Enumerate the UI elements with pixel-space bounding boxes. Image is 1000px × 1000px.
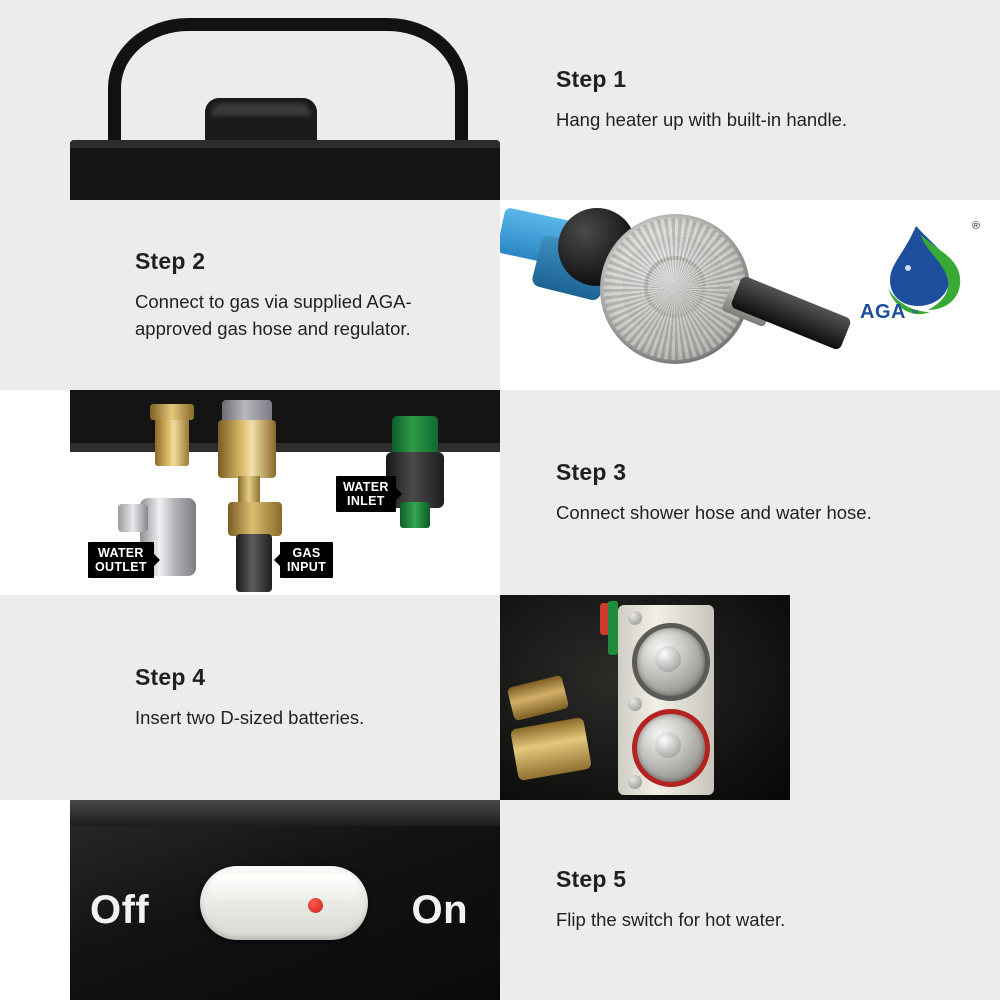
battery-slot-top — [632, 623, 710, 701]
callout-water-outlet-line2: OUTLET — [95, 560, 147, 574]
brass-gas-nut-part — [228, 502, 282, 536]
switch-on-label: On — [411, 888, 468, 932]
screw-icon — [628, 775, 642, 789]
step-1-image — [0, 0, 500, 200]
step-1-title: Step 1 — [556, 66, 627, 93]
step-2-body: Connect to gas via supplied AGA-approved gas hose and regulator. — [135, 290, 412, 339]
heater-knob-icon — [205, 98, 317, 146]
screw-icon — [628, 611, 642, 625]
heater-body-shape — [70, 140, 500, 200]
step-3-image — [0, 390, 500, 595]
callout-gas-input — [280, 542, 333, 578]
callout-gas-input-line2: INPUT — [287, 560, 326, 574]
brass-nipple-part — [155, 414, 189, 466]
control-panel-shape — [70, 800, 500, 1000]
callout-water-inlet — [336, 476, 396, 512]
step-3-body: Connect shower hose and water hose. — [556, 501, 872, 523]
step-4-body: Insert two D-sized batteries. — [135, 706, 365, 728]
step-3-title: Step 3 — [556, 458, 627, 485]
battery-compartment-photo — [500, 595, 790, 800]
power-rocker-switch[interactable] — [200, 866, 368, 940]
brass-pipe-upper-shape — [507, 675, 570, 722]
step-row-3 — [0, 390, 1000, 595]
aga-logo — [854, 218, 982, 330]
regulator-knurl-shape — [604, 218, 746, 360]
step-5-title: Step 5 — [556, 866, 627, 893]
aga-registered-symbol: ® — [971, 220, 980, 232]
step-row-2 — [0, 200, 1000, 390]
green-fitting-part — [392, 416, 438, 456]
step-5-image — [0, 800, 500, 1000]
step-3-text — [500, 390, 1000, 595]
step-1-body: Hang heater up with built-in handle. — [556, 109, 848, 131]
step-row-5 — [0, 800, 1000, 1000]
brass-pipe-lower-shape — [510, 717, 592, 781]
step-row-1 — [0, 0, 1000, 200]
screw-icon — [628, 697, 642, 711]
step-1-text — [500, 0, 1000, 200]
brass-hex-nut-part — [218, 420, 276, 478]
power-indicator-icon — [308, 898, 323, 913]
callout-water-outlet-line1: WATER — [98, 546, 144, 560]
step-2-title: Step 2 — [135, 247, 206, 274]
gas-input-stem-part — [236, 534, 272, 592]
step-5-body: Flip the switch for hot water. — [556, 909, 786, 931]
step-5-text — [500, 800, 1000, 1000]
step-2-text — [0, 200, 500, 390]
step-4-text — [0, 595, 500, 800]
callout-water-outlet — [88, 542, 154, 578]
step-4-image — [500, 595, 1000, 800]
callout-water-inlet-line1: WATER — [343, 480, 389, 494]
callout-water-inlet-line2: INLET — [347, 494, 385, 508]
callout-gas-input-line1: GAS — [292, 546, 321, 560]
switch-off-label: Off — [90, 888, 150, 932]
battery-slot-bottom — [632, 709, 710, 787]
aga-logo-text: AGA — [860, 301, 906, 323]
step-row-4 — [0, 595, 1000, 800]
step-4-title: Step 4 — [135, 663, 206, 690]
battery-holder-shape — [618, 605, 714, 795]
green-wire-shape — [608, 601, 618, 655]
aga-trademark-symbol: ™ — [910, 308, 919, 318]
step-2-image — [500, 200, 1000, 390]
regulator-outlet-hose-shape — [730, 275, 852, 351]
